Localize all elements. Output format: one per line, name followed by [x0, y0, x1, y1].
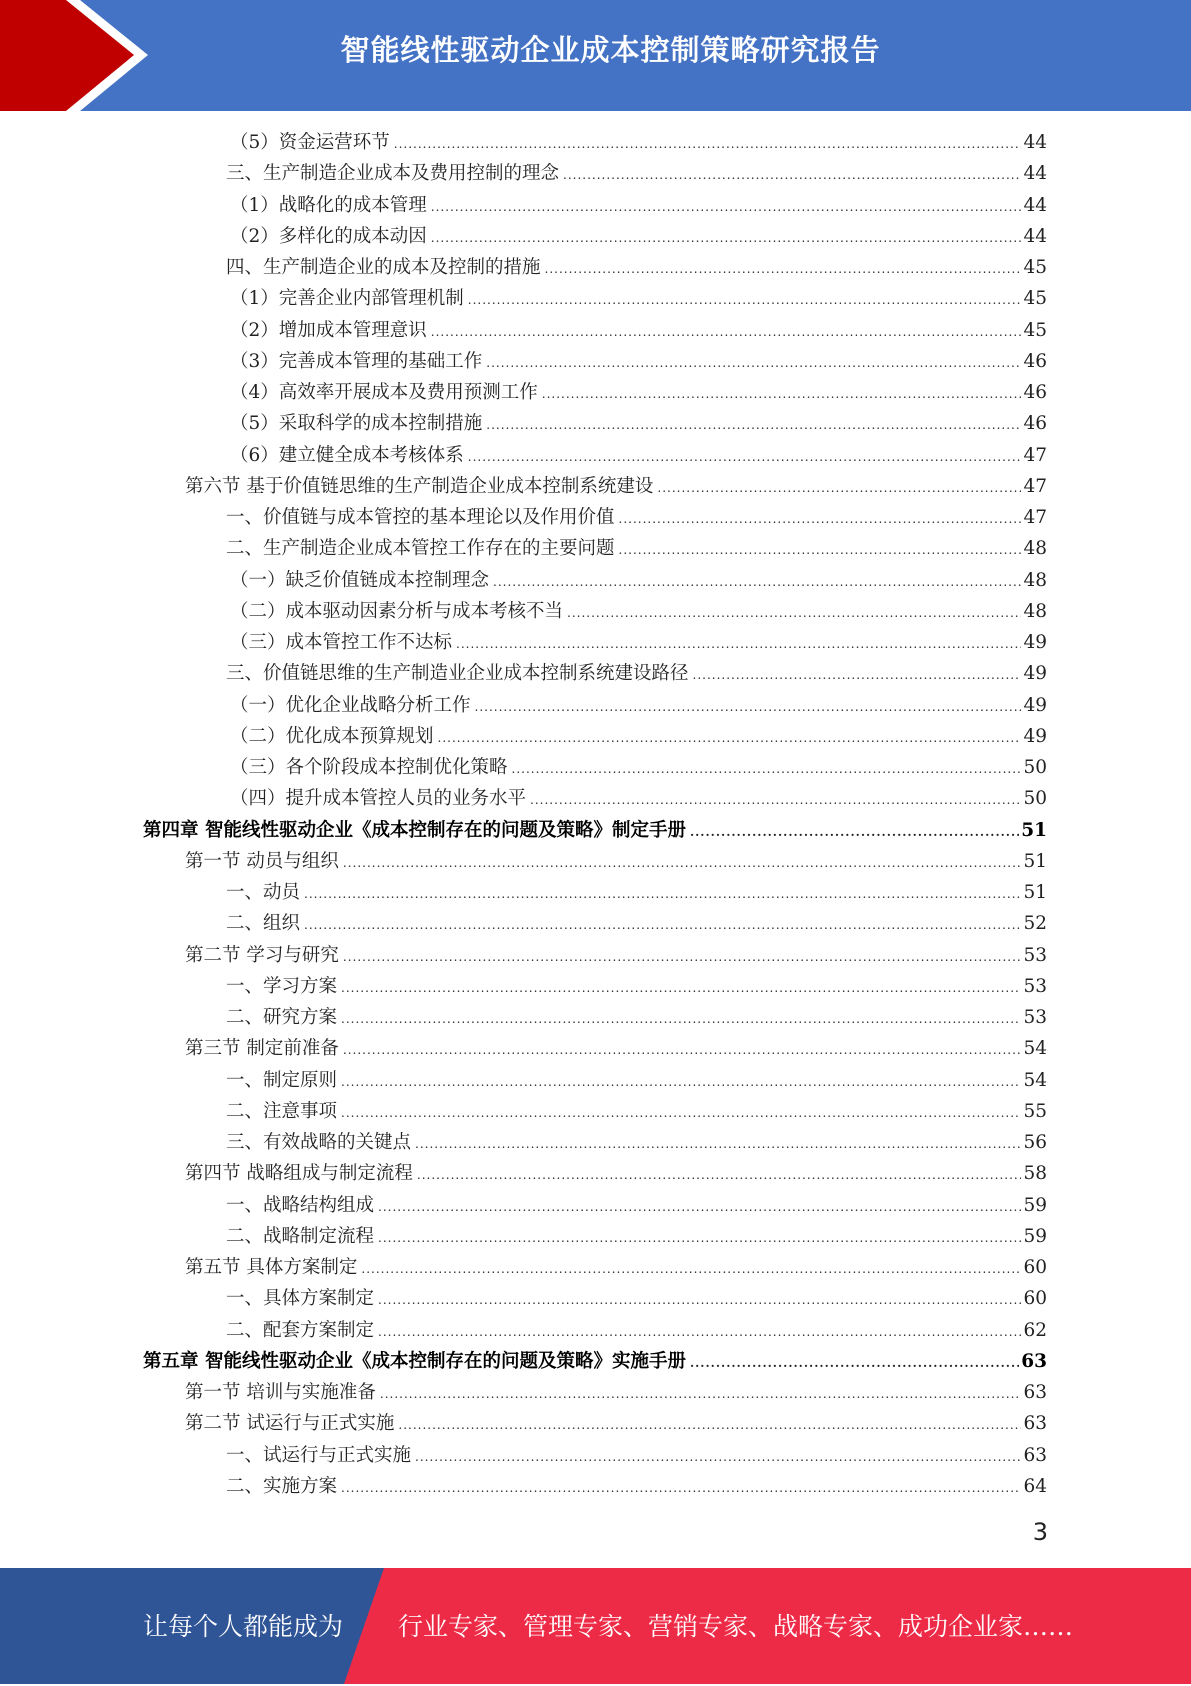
- page-header: [0, 0, 1191, 111]
- toc-dot-leader: [398, 1418, 1021, 1432]
- toc-entry[interactable]: [226, 253, 1047, 284]
- footer-slogan-lead: 让每个人都能成为: [143, 1612, 344, 1641]
- toc-entry[interactable]: [226, 878, 1047, 909]
- toc-entry-page: 63: [1023, 1413, 1047, 1435]
- toc-entry-page: 48: [1023, 569, 1047, 591]
- toc-entry[interactable]: [185, 1253, 1047, 1284]
- toc-entry[interactable]: [230, 222, 1047, 253]
- toc-entry-page: 45: [1023, 319, 1047, 341]
- page-footer: [0, 1568, 1191, 1684]
- toc-entry-page: 63: [1023, 1444, 1047, 1466]
- toc-dot-leader: [545, 262, 1022, 276]
- toc-dot-leader: [378, 1293, 1021, 1307]
- toc-entry-page: 63: [1023, 1382, 1047, 1403]
- toc-entry-page: 63: [1021, 1350, 1047, 1372]
- toc-dot-leader: [456, 637, 1021, 651]
- toc-entry-title: 二、配套方案制定: [226, 1319, 375, 1341]
- toc-dot-leader: [361, 1262, 1021, 1276]
- toc-dot-leader: [567, 606, 1021, 620]
- toc-entry[interactable]: [226, 1097, 1047, 1128]
- toc-entry[interactable]: [226, 534, 1047, 565]
- toc-entry-title: 二、注意事项: [226, 1100, 338, 1122]
- toc-entry-page: 52: [1023, 913, 1047, 935]
- toc-dot-leader: [304, 918, 1021, 932]
- toc-entry-title: 二、研究方案: [226, 1007, 338, 1028]
- toc-entry[interactable]: [226, 909, 1047, 940]
- toc-entry-page: 55: [1023, 1100, 1047, 1122]
- toc-entry[interactable]: [226, 1191, 1047, 1222]
- toc-entry[interactable]: [230, 347, 1047, 378]
- toc-dot-leader: [380, 1387, 1022, 1401]
- toc-entry-page: 49: [1023, 694, 1047, 716]
- toc-entry-page: 51: [1021, 819, 1047, 841]
- toc-dot-leader: [341, 1075, 1021, 1089]
- toc-dot-leader: [378, 1231, 1021, 1245]
- toc-entry-page: 45: [1023, 257, 1047, 278]
- toc-dot-leader: [343, 1043, 1022, 1057]
- toc-entry[interactable]: [230, 691, 1047, 722]
- toc-entry-title: 第四节 战略组成与制定流程: [185, 1163, 413, 1185]
- toc-entry-page: 44: [1023, 163, 1047, 185]
- toc-entry-title: 三、生产制造企业成本及费用控制的理念: [226, 163, 560, 185]
- toc-dot-leader: [690, 1356, 1019, 1370]
- toc-dot-leader: [619, 543, 1022, 557]
- toc-dot-leader: [431, 200, 1022, 214]
- toc-entry[interactable]: [226, 1316, 1047, 1347]
- toc-entry-title: 一、试运行与正式实施: [226, 1444, 412, 1466]
- toc-entry-title: 第一节 动员与组织: [185, 850, 339, 872]
- toc-entry-title: 二、组织: [226, 913, 301, 935]
- toc-dot-leader: [468, 450, 1022, 464]
- toc-entry-page: 56: [1023, 1132, 1047, 1153]
- toc-entry[interactable]: [226, 1284, 1047, 1315]
- toc-entry[interactable]: [226, 659, 1047, 690]
- toc-entry-page: 44: [1023, 194, 1047, 216]
- toc-entry-title: 第二节 试运行与正式实施: [185, 1413, 395, 1435]
- toc-entry-title: 一、战略结构组成: [226, 1194, 375, 1216]
- toc-dot-leader: [530, 793, 1021, 807]
- toc-entry[interactable]: [226, 972, 1047, 1003]
- toc-entry-page: 45: [1023, 288, 1047, 310]
- toc-entry-page: 49: [1023, 663, 1047, 685]
- toc-dot-leader: [431, 231, 1022, 245]
- toc-entry-title: 一、学习方案: [226, 975, 338, 997]
- toc-entry-page: 47: [1023, 444, 1047, 466]
- toc-entry-page: 44: [1023, 132, 1047, 153]
- toc-entry-page: 53: [1023, 1007, 1047, 1028]
- toc-entry-page: 60: [1023, 1288, 1047, 1310]
- toc-entry-title: （5）资金运营环节: [230, 132, 390, 153]
- toc-entry-title: （二）成本驱动因素分析与成本考核不当: [230, 600, 564, 622]
- toc-entry[interactable]: [185, 847, 1047, 878]
- toc-entry-title: （一）优化企业战略分析工作: [230, 694, 471, 716]
- toc-entry[interactable]: [230, 784, 1047, 815]
- toc-entry-page: 59: [1023, 1225, 1047, 1247]
- toc-entry-title: （3）完善成本管理的基础工作: [230, 350, 483, 372]
- toc-dot-leader: [493, 575, 1021, 589]
- toc-entry-title: （一）缺乏价值链成本控制理念: [230, 569, 490, 591]
- toc-entry-page: 60: [1023, 1257, 1047, 1278]
- toc-dot-leader: [475, 700, 1022, 714]
- toc-entry-title: 二、生产制造企业成本管控工作存在的主要问题: [226, 538, 615, 560]
- toc-entry-title: 三、价值链思维的生产制造业企业成本控制系统建设路径: [226, 663, 689, 685]
- toc-entry-page: 51: [1023, 882, 1047, 903]
- toc-entry[interactable]: [185, 1409, 1047, 1440]
- toc-entry-page: 53: [1023, 975, 1047, 997]
- toc-dot-leader: [394, 137, 1022, 151]
- toc-dot-leader: [341, 1106, 1021, 1120]
- toc-dot-leader: [563, 168, 1021, 182]
- toc-entry-page: 50: [1023, 757, 1047, 778]
- toc-entry[interactable]: [185, 472, 1047, 503]
- toc-entry-title: 第二节 学习与研究: [185, 944, 339, 966]
- toc-entry-page: 44: [1023, 225, 1047, 247]
- toc-entry[interactable]: [143, 816, 1047, 847]
- toc-entry-title: （二）优化成本预算规划: [230, 725, 434, 747]
- toc-entry-page: 59: [1023, 1194, 1047, 1216]
- toc-entry-title: 第五节 具体方案制定: [185, 1257, 358, 1278]
- toc-entry-title: 一、价值链与成本管控的基本理论以及作用价值: [226, 507, 615, 528]
- toc-entry[interactable]: [230, 191, 1047, 222]
- toc-entry-page: 54: [1023, 1038, 1047, 1060]
- toc-dot-leader: [415, 1137, 1021, 1151]
- toc-entry-page: 46: [1023, 350, 1047, 372]
- toc-entry-title: 一、制定原则: [226, 1069, 338, 1091]
- toc-entry-page: 64: [1023, 1475, 1047, 1497]
- toc-entry-page: 46: [1023, 413, 1047, 435]
- toc-entry[interactable]: [230, 628, 1047, 659]
- toc-entry-title: 一、具体方案制定: [226, 1288, 375, 1310]
- toc-entry-title: （三）各个阶段成本控制优化策略: [230, 757, 508, 778]
- toc-entry-page: 48: [1023, 600, 1047, 622]
- toc-entry-title: （三）成本管控工作不达标: [230, 632, 453, 653]
- toc-entry-title: 三、有效战略的关键点: [226, 1132, 412, 1153]
- toc-entry-title: 四、生产制造企业的成本及控制的措施: [226, 257, 541, 278]
- toc-entry-title: （1）战略化的成本管理: [230, 194, 427, 216]
- toc-dot-leader: [343, 856, 1022, 870]
- toc-entry[interactable]: [226, 1441, 1047, 1472]
- toc-dot-leader: [417, 1168, 1022, 1182]
- toc-entry[interactable]: [226, 1066, 1047, 1097]
- toc-entry-title: （2）增加成本管理意识: [230, 319, 427, 341]
- toc-dot-leader: [341, 1481, 1021, 1495]
- toc-entry-title: 第四章 智能线性驱动企业《成本控制存在的问题及策略》制定手册: [143, 819, 686, 841]
- toc-entry[interactable]: [230, 597, 1047, 628]
- toc-dot-leader: [657, 481, 1021, 495]
- toc-dot-leader: [341, 1012, 1021, 1026]
- toc-dot-leader: [512, 762, 1022, 776]
- toc-entry-page: 47: [1023, 507, 1047, 528]
- toc-entry-title: 二、实施方案: [226, 1475, 338, 1497]
- toc-entry-page: 49: [1023, 725, 1047, 747]
- toc-dot-leader: [438, 731, 1022, 745]
- toc-entry-page: 49: [1023, 632, 1047, 653]
- toc-entry-title: 第三节 制定前准备: [185, 1038, 339, 1060]
- toc-entry-title: （四）提升成本管控人员的业务水平: [230, 788, 527, 810]
- toc-entry[interactable]: [230, 409, 1047, 440]
- toc-dot-leader: [690, 825, 1019, 839]
- toc-entry[interactable]: [230, 316, 1047, 347]
- toc-entry-title: 第六节 基于价值链思维的生产制造企业成本控制系统建设: [185, 475, 654, 497]
- toc-entry[interactable]: [185, 941, 1047, 972]
- toc-entry[interactable]: [230, 566, 1047, 597]
- page-number: 3: [1032, 1518, 1048, 1546]
- toc-entry[interactable]: [230, 284, 1047, 315]
- toc-entry[interactable]: [230, 378, 1047, 409]
- toc-entry-title: （2）多样化的成本动因: [230, 225, 427, 247]
- toc-entry-title: 第五章 智能线性驱动企业《成本控制存在的问题及策略》实施手册: [143, 1350, 686, 1372]
- toc-entry-page: 51: [1023, 850, 1047, 872]
- toc-entry-title: （1）完善企业内部管理机制: [230, 288, 464, 310]
- toc-entry-title: 第一节 培训与实施准备: [185, 1382, 376, 1403]
- toc-entry-title: （6）建立健全成本考核体系: [230, 444, 464, 466]
- toc-entry-title: （5）采取科学的成本控制措施: [230, 413, 483, 435]
- toc-entry-page: 48: [1023, 538, 1047, 560]
- toc-entry[interactable]: [230, 441, 1047, 472]
- toc-entry[interactable]: [226, 1222, 1047, 1253]
- toc-entry-page: 53: [1023, 944, 1047, 966]
- toc-dot-leader: [304, 887, 1021, 901]
- toc-dot-leader: [343, 950, 1022, 964]
- toc-entry-page: 58: [1023, 1163, 1047, 1185]
- toc-dot-leader: [693, 668, 1022, 682]
- toc-entry[interactable]: [226, 1128, 1047, 1159]
- toc-dot-leader: [542, 387, 1022, 401]
- toc-dot-leader: [486, 418, 1021, 432]
- toc-entry-page: 46: [1023, 382, 1047, 403]
- toc-dot-leader: [378, 1325, 1021, 1339]
- toc-dot-leader: [415, 1450, 1021, 1464]
- toc-dot-leader: [341, 981, 1021, 995]
- toc-entry-title: （4）高效率开展成本及费用预测工作: [230, 382, 538, 403]
- toc-dot-leader: [486, 356, 1021, 370]
- toc-entry-page: 54: [1023, 1069, 1047, 1091]
- toc-entry[interactable]: [230, 128, 1047, 159]
- toc-dot-leader: [378, 1200, 1021, 1214]
- toc-dot-leader: [431, 325, 1022, 339]
- toc-entry[interactable]: [185, 1034, 1047, 1065]
- toc-entry-page: 62: [1023, 1319, 1047, 1341]
- toc-entry[interactable]: [226, 503, 1047, 534]
- report-title: 智能线性驱动企业成本控制策略研究报告: [340, 33, 881, 67]
- toc-entry[interactable]: [226, 159, 1047, 190]
- toc-entry-title: 二、战略制定流程: [226, 1225, 375, 1247]
- toc-entry-page: 50: [1023, 788, 1047, 810]
- toc-dot-leader: [468, 293, 1022, 307]
- toc-entry[interactable]: [143, 1347, 1047, 1378]
- toc-entry[interactable]: [185, 1159, 1047, 1190]
- toc-entry[interactable]: [230, 753, 1047, 784]
- toc-entry-page: 47: [1023, 475, 1047, 497]
- footer-slogan-tail: 行业专家、管理专家、营销专家、战略专家、成功企业家……: [398, 1612, 1074, 1641]
- toc-entry[interactable]: [226, 1003, 1047, 1034]
- toc-dot-leader: [619, 512, 1022, 526]
- toc-entry-title: 一、动员: [226, 882, 301, 903]
- toc-entry[interactable]: [185, 1378, 1047, 1409]
- toc-entry[interactable]: [226, 1472, 1047, 1503]
- toc-entry[interactable]: [230, 722, 1047, 753]
